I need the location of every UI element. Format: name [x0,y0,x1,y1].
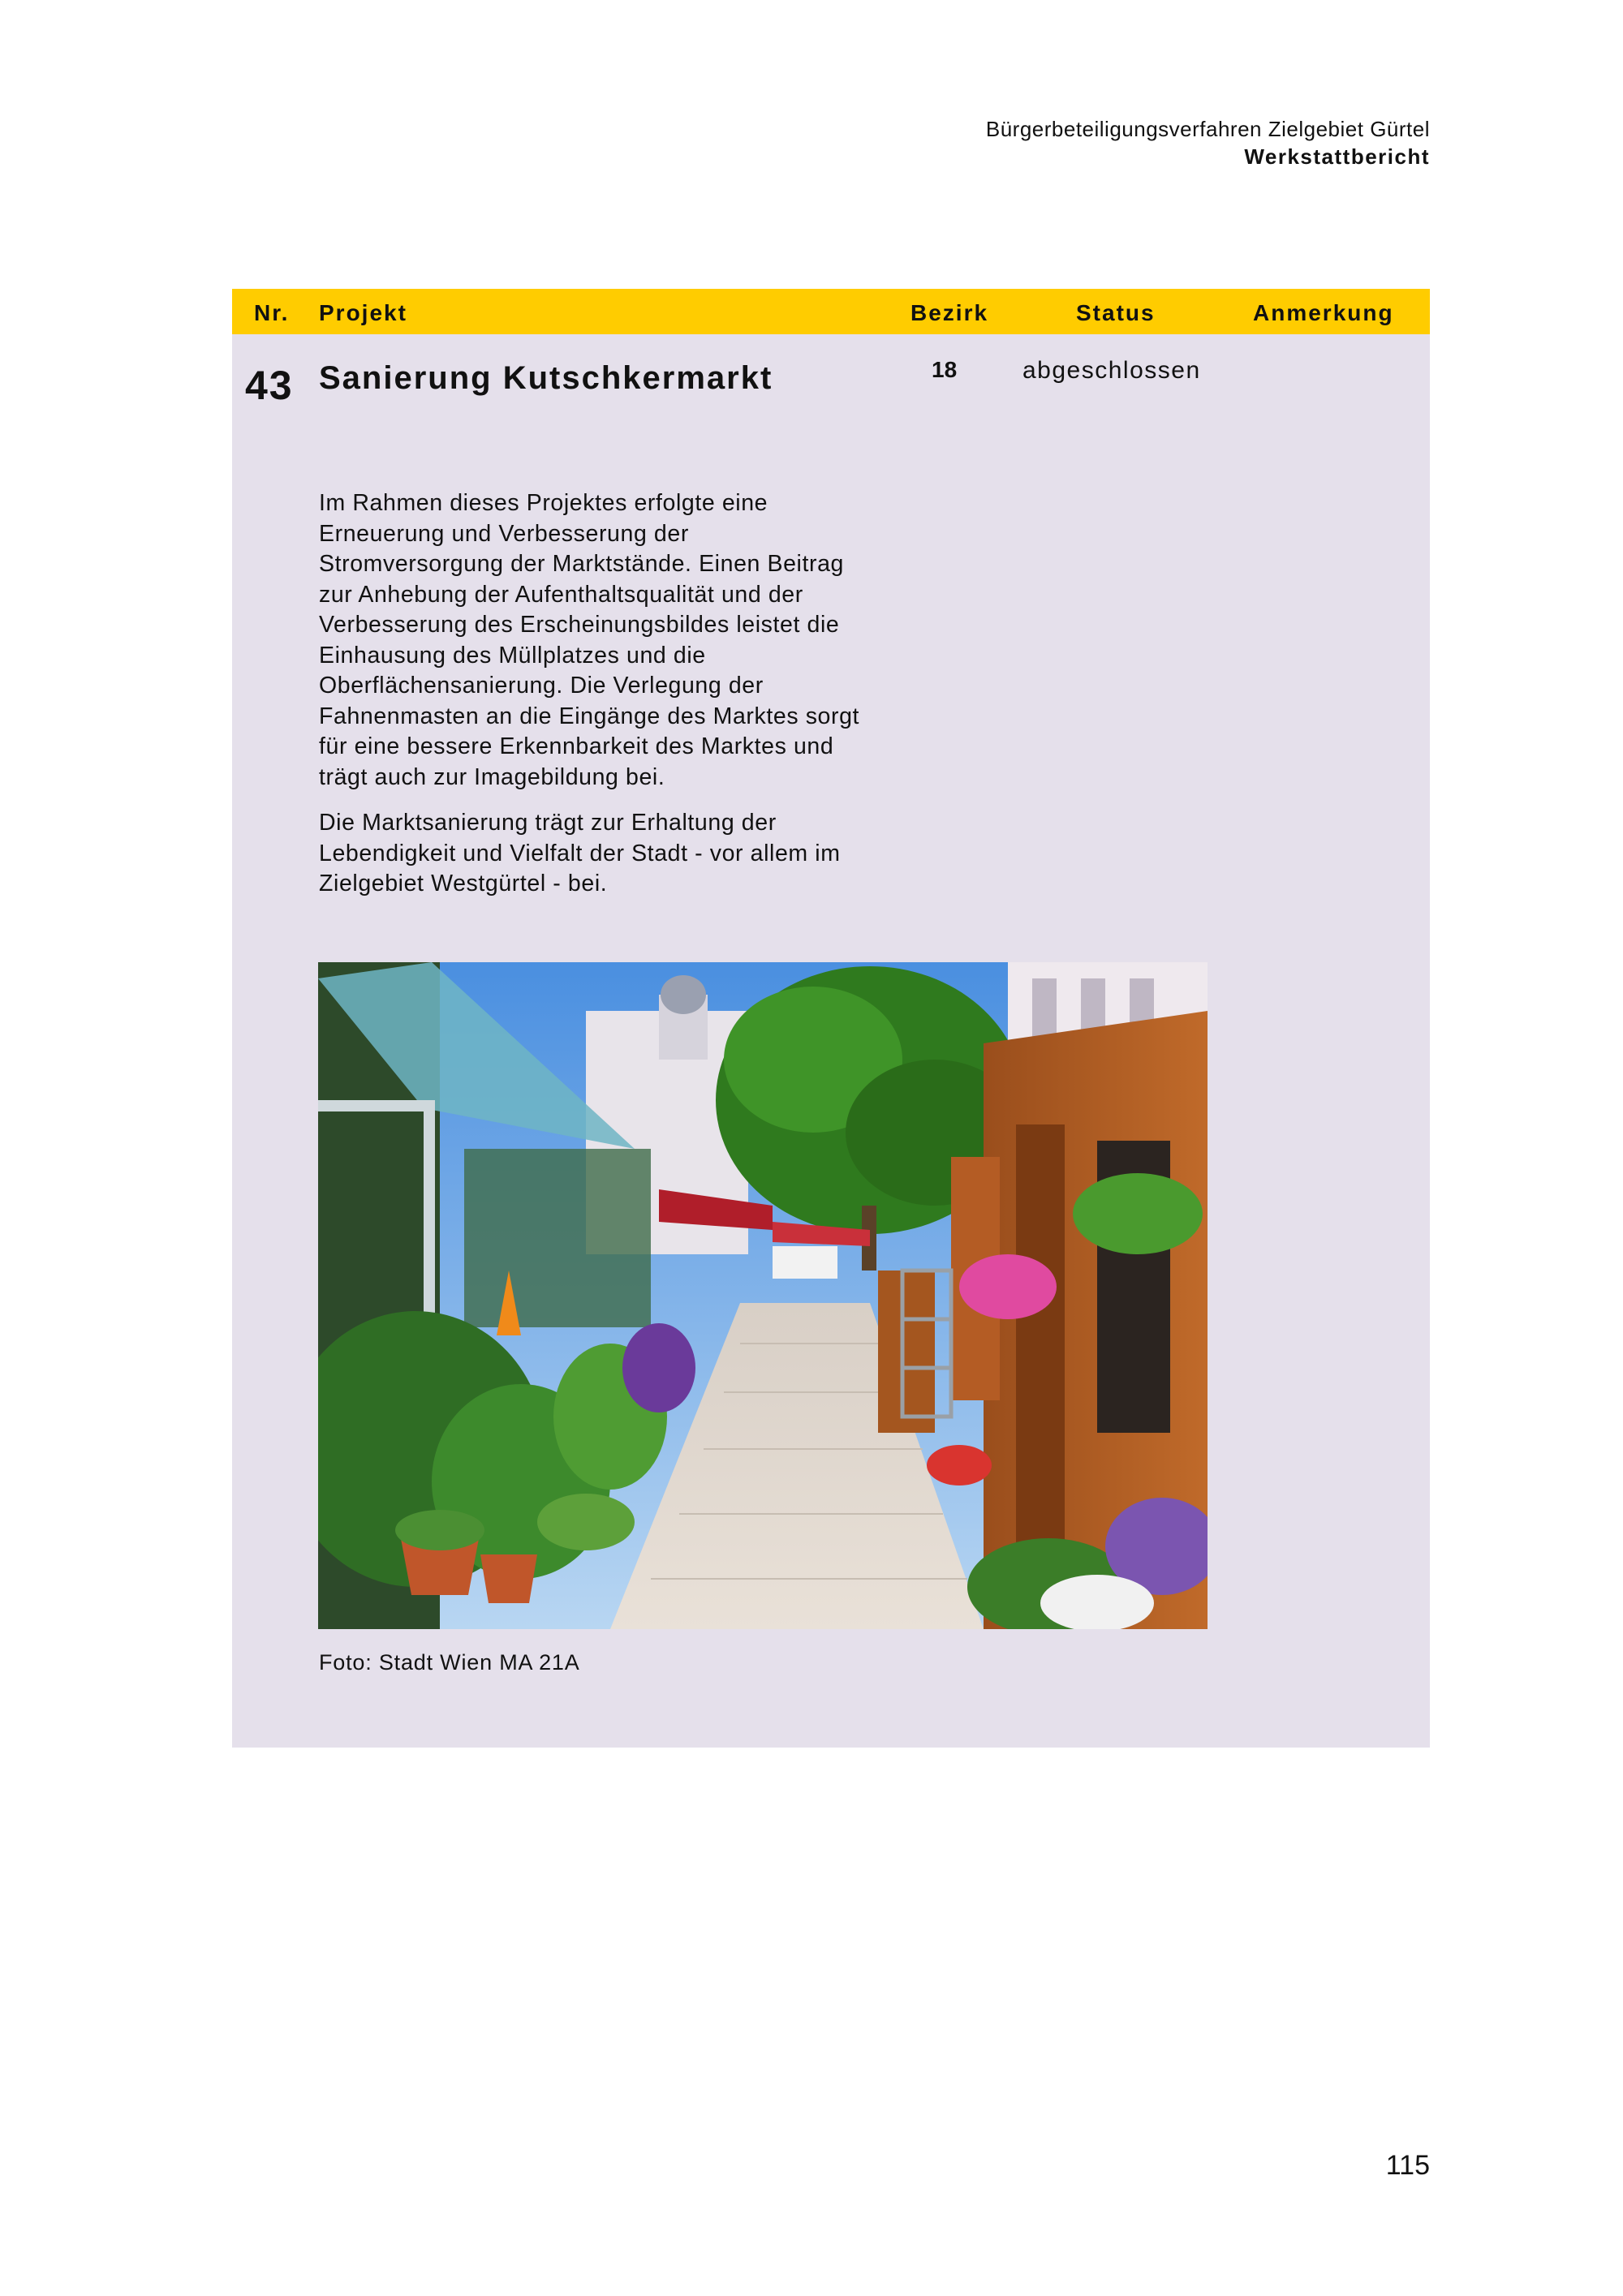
column-header-projekt: Projekt [319,300,407,325]
running-header [986,115,1430,170]
description-paragraph: Die Marktsanierung trägt zur Erhaltung der Lebendigkeit und Vielfalt der Stadt - vor allem im Zielgebiet Westgürtel - bei. [319,810,841,896]
project-number: 43 [245,363,294,408]
page-number: 115 [1385,2150,1430,2181]
project-description [319,488,879,915]
column-header-anmerkung: Anmerkung [1253,300,1394,325]
project-title: Sanierung Kutschkermarkt [319,360,773,396]
photo-caption: Foto: Stadt Wien MA 21A [319,1650,580,1675]
document-subtitle: Werkstattbericht [1244,144,1430,169]
table-header-row [232,289,1430,334]
project-entry [232,334,1430,1748]
column-header-nr: Nr. [254,300,290,325]
project-bezirk: 18 [932,357,958,382]
project-status: abgeschlossen [1022,357,1201,384]
document-title: Bürgerbeteiligungsverfahren Zielgebiet Gürtel [985,117,1430,141]
description-paragraph: Im Rahmen dieses Projektes erfolgte eine Erneuerung und Verbesserung der Stromversorgung der Marktstände. Einen Beitrag zur Anhebung der Aufenthaltsqualität und der Verbesserung des Erscheinungsbildes leistet die Einhausung des Müllplatzes und die Oberflächensanierung. Die Verlegung der Fahnenmasten an die Eingänge des Marktes sorgt für eine bessere Erkennbarkeit des Marktes und trägt auch zur Imagebildung bei. [319,490,860,790]
market-photo [318,962,1208,1629]
column-header-bezirk: Bezirk [911,300,989,325]
column-header-status: Status [1076,300,1156,325]
